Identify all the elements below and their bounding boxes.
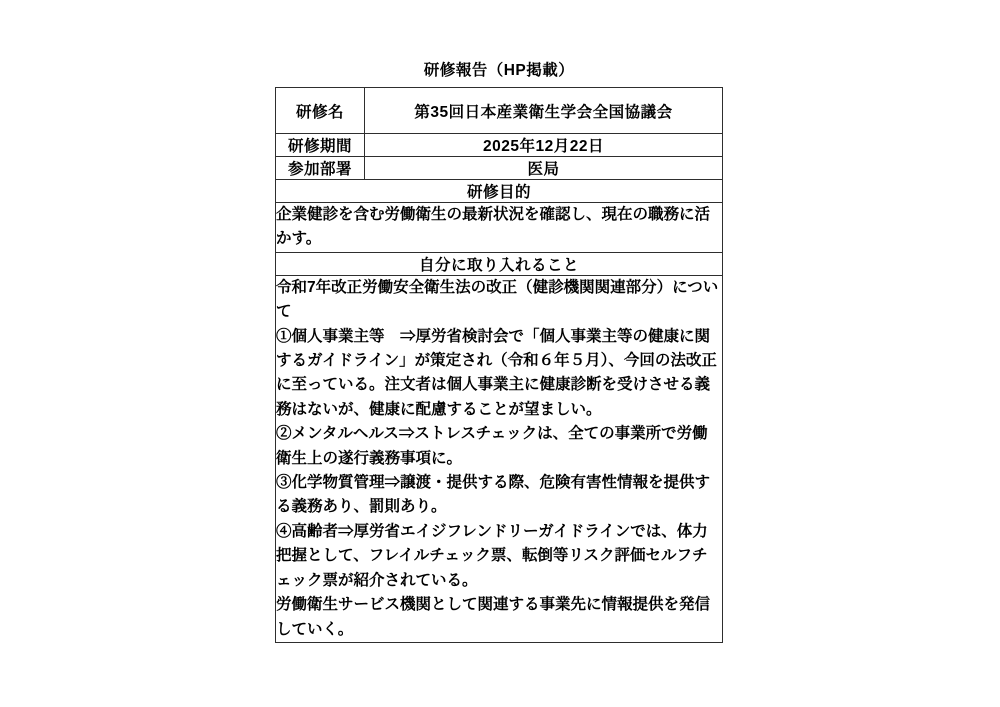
section-header-takeaway: 自分に取り入れること bbox=[276, 252, 723, 275]
table-row-training-period bbox=[276, 134, 723, 157]
table-row-training-name bbox=[276, 88, 723, 134]
training-report-table bbox=[275, 87, 723, 643]
section-header-training-purpose: 研修目的 bbox=[276, 180, 723, 203]
takeaway-paragraph: ③化学物質管理⇒譲渡・提供する際、危険有害性情報を提供する義務あり、罰則あり。 bbox=[276, 474, 711, 516]
table-row-takeaway-header bbox=[276, 252, 723, 275]
table-row-takeaway-body bbox=[276, 275, 723, 642]
takeaway-paragraph: ④高齢者⇒厚労省エイジフレンドリーガイドラインでは、体力把握として、フレイルチェック票、転倒等リスク評価セルフチェック票が紹介されている。 bbox=[276, 522, 708, 589]
document-title: 研修報告（HP掲載） bbox=[423, 62, 575, 79]
field-value-training-name: 第35回日本産業衛生学会全国協議会 bbox=[365, 88, 723, 134]
table-row-purpose-body bbox=[276, 203, 723, 253]
field-label-training-name: 研修名 bbox=[276, 88, 365, 134]
takeaway-paragraph: 令和7年改正労働安全衛生法の改正（健診機関関連部分）について bbox=[276, 278, 719, 321]
takeaway-paragraph: ②メンタルヘルス⇒ストレスチェックは、全ての事業所で労働衛生上の遂行義務事項に。 bbox=[276, 425, 708, 467]
table-row-participating-department bbox=[276, 157, 723, 180]
field-value-participating-department: 医局 bbox=[365, 157, 723, 180]
takeaway-paragraph: ①個人事業主等 ⇒厚労省検討会で「個人事業主等の健康に関するガイドライン」が策定され（令和６年５月）、今回の法改正に至っている。注文者は個人事業主に健康診断を受けさせる義務はないが、健康に配慮することが望ましい。 bbox=[276, 327, 717, 418]
takeaway-cell bbox=[276, 275, 723, 642]
takeaway-paragraph: 労働衛生サービス機関として関連する事業先に情報提供を発信していく。 bbox=[276, 596, 711, 638]
field-label-participating-department: 参加部署 bbox=[276, 157, 365, 180]
field-value-training-period: 2025年12月22日 bbox=[365, 134, 723, 157]
training-purpose-text: 企業健診を含む労働衛生の最新状況を確認し、現在の職務に活かす。 bbox=[276, 203, 723, 253]
table-row-purpose-header bbox=[276, 180, 723, 203]
field-label-training-period: 研修期間 bbox=[276, 134, 365, 157]
